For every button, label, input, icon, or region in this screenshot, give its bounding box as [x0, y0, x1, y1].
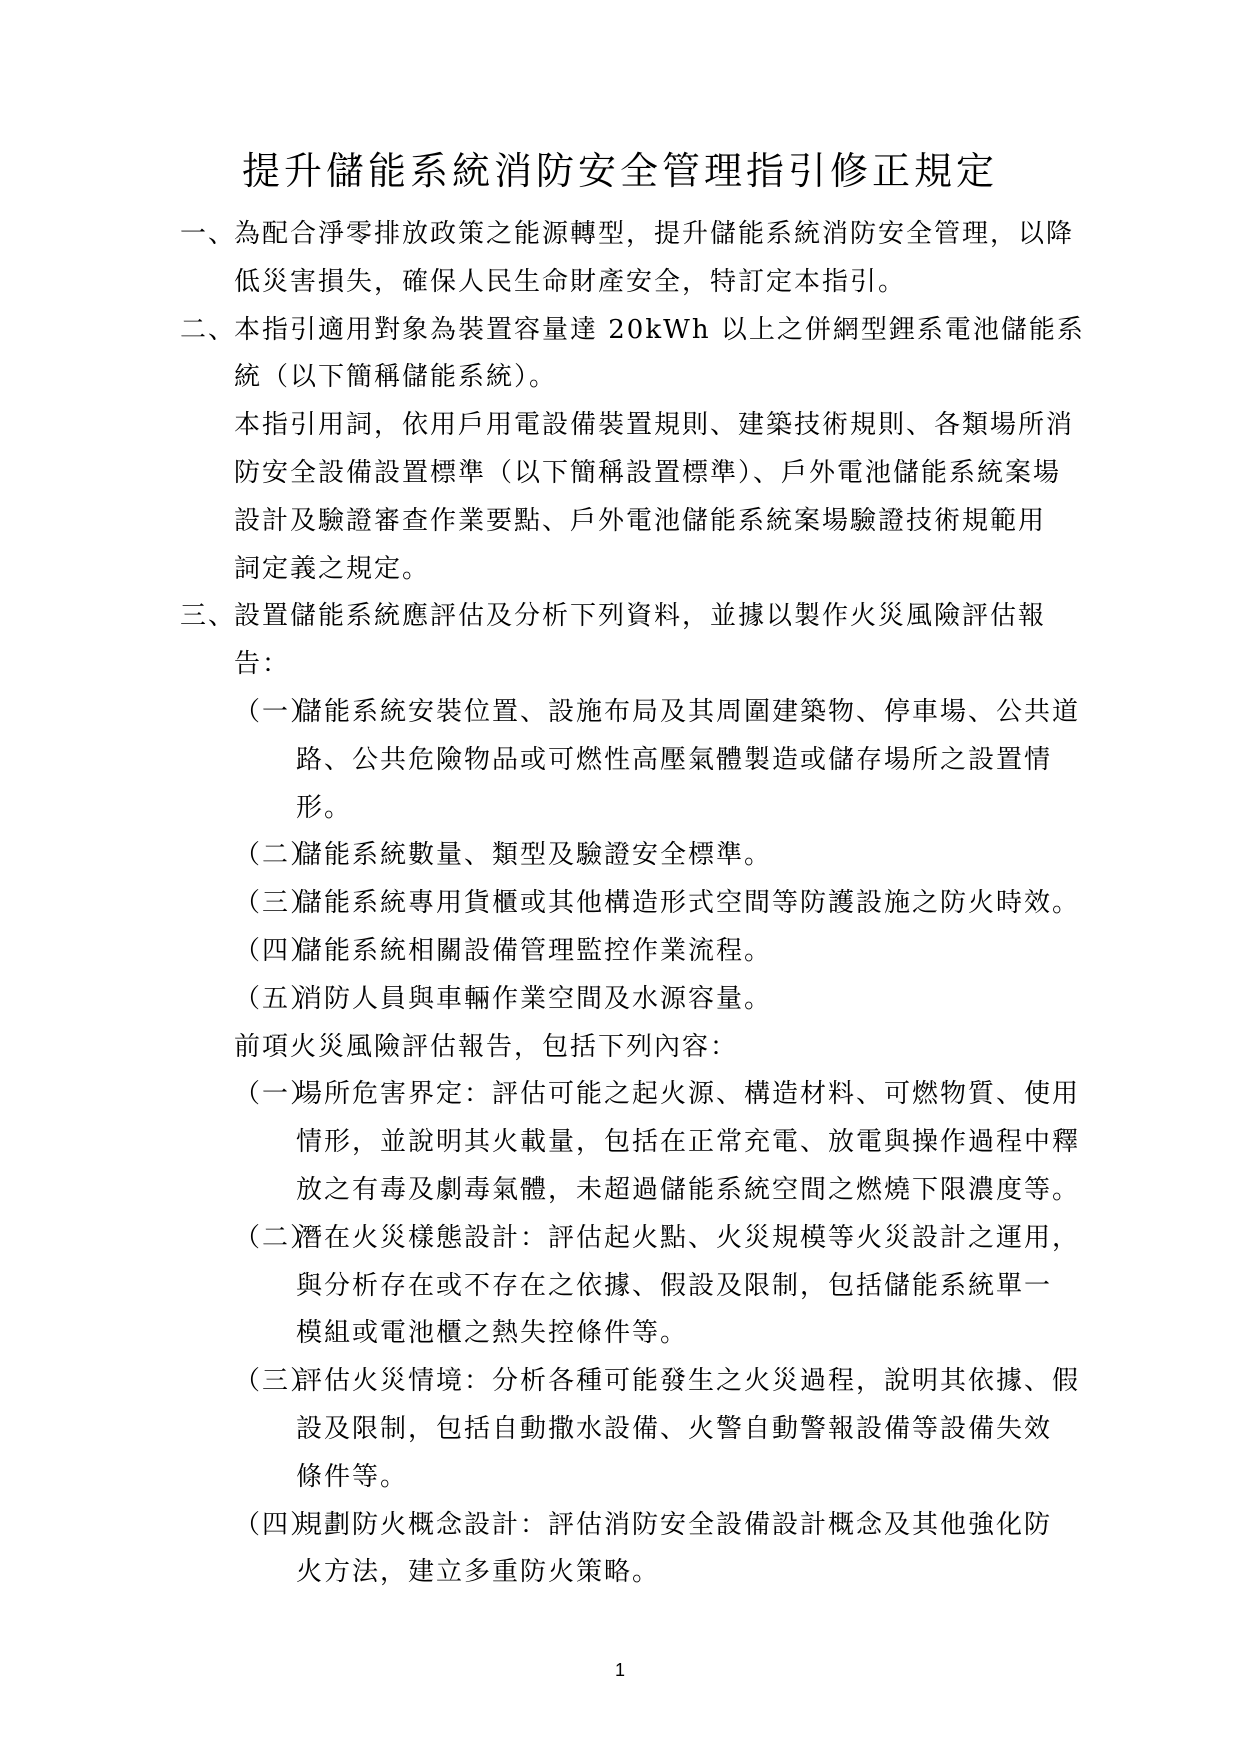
subitem-line: 路、公共危險物品或可燃性高壓氣體製造或儲存場所之設置情 — [296, 744, 1053, 775]
subitem-line: 儲能系統專用貨櫃或其他構造形式空間等防護設施之防火時效。 — [296, 888, 1081, 919]
subitem-marker: （一） — [234, 1079, 319, 1110]
subitem-marker: （二） — [234, 840, 319, 871]
subitem-line: 潛在火災樣態設計：評估起火點、火災規模等火災設計之運用， — [296, 1222, 1081, 1253]
paragraph-intro: 前項火災風險評估報告，包括下列內容： — [234, 1031, 739, 1062]
subitem-line: 規劃防火概念設計：評估消防安全設備設計概念及其他強化防 — [296, 1509, 1053, 1540]
subitem-marker: （四） — [234, 1509, 319, 1540]
item-line: 設計及驗證審查作業要點、戶外電池儲能系統案場驗證技術規範用 — [234, 505, 1047, 536]
item-line: 詞定義之規定。 — [234, 553, 431, 584]
subitem-marker: （一） — [234, 697, 319, 727]
subitem-line: 場所危害界定：評估可能之起火源、構造材料、可燃物質、使用 — [296, 1079, 1081, 1110]
subitem-marker: （二） — [234, 1222, 319, 1253]
item-line: 本指引用詞，依用戶用電設備裝置規則、建築技術規則、各類場所消 — [234, 410, 1075, 441]
item-line: 防安全設備設置標準（以下簡稱設置標準）、戶外電池儲能系統案場 — [234, 458, 1062, 488]
item-line: 本指引適用對象為裝置容量達 20kWh 以上之併網型鋰系電池儲能系 — [234, 314, 1085, 345]
item-line: 低災害損失，確保人民生命財產安全，特訂定本指引。 — [234, 266, 907, 297]
subitem-line: 儲能系統相關設備管理監控作業流程。 — [296, 936, 773, 966]
subitem-marker: （四） — [234, 936, 319, 966]
subitem-line: 消防人員與車輛作業空間及水源容量。 — [296, 983, 773, 1014]
subitem-line: 儲能系統數量、類型及驗證安全標準。 — [296, 840, 773, 871]
item-line: 告： — [234, 649, 291, 680]
subitem-line: 設及限制，包括自動撒水設備、火警自動警報設備等設備失效 — [296, 1414, 1053, 1444]
subitem-marker: （三） — [234, 888, 319, 919]
item-marker: 二、 — [180, 314, 237, 345]
item-line: 為配合淨零排放政策之能源轉型，提升儲能系統消防安全管理，以降 — [234, 219, 1075, 249]
subitem-line: 形。 — [296, 792, 353, 823]
subitem-line: 情形，並說明其火載量，包括在正常充電、放電與操作過程中釋 — [296, 1127, 1081, 1158]
subitem-line: 放之有毒及劇毒氣體，未超過儲能系統空間之燃燒下限濃度等。 — [296, 1175, 1081, 1205]
subitem-line: 評估火災情境：分析各種可能發生之火災過程，說明其依據、假 — [296, 1366, 1081, 1397]
item-marker: 一、 — [180, 219, 237, 249]
page-number: 1 — [614, 1660, 625, 1680]
item-line: 設置儲能系統應評估及分析下列資料，並據以製作火災風險評估報 — [234, 601, 1047, 632]
subitem-line: 儲能系統安裝位置、設施布局及其周圍建築物、停車場、公共道 — [296, 697, 1081, 727]
subitem-marker: （五） — [234, 983, 319, 1014]
subitem-line: 條件等。 — [296, 1461, 409, 1492]
item-line: 統（以下簡稱儲能系統）。 — [234, 362, 558, 393]
subitem-marker: （三） — [234, 1366, 319, 1397]
subitem-line: 模組或電池櫃之熱失控條件等。 — [296, 1318, 689, 1349]
subitem-line: 火方法，建立多重防火策略。 — [296, 1557, 661, 1588]
item-marker: 三、 — [180, 601, 237, 632]
document-title: 提升儲能系統消防安全管理指引修正規定 — [241, 149, 998, 193]
subitem-line: 與分析存在或不存在之依據、假設及限制，包括儲能系統單一 — [296, 1270, 1053, 1301]
